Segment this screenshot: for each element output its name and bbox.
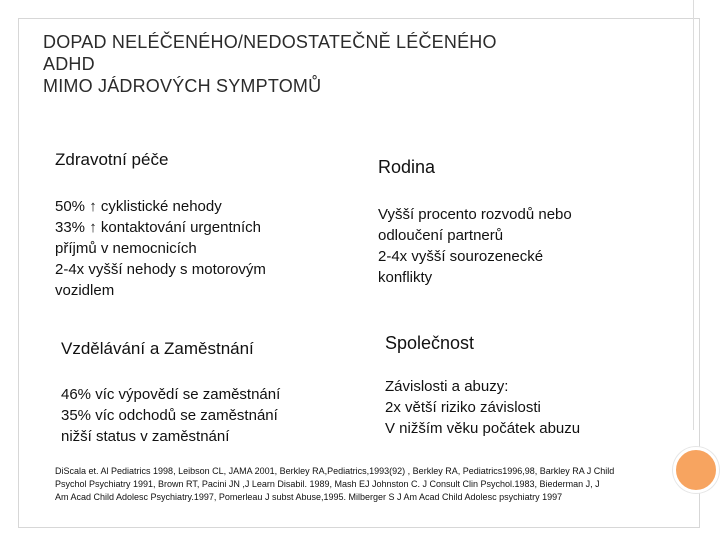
- society-line: Závislosti a abuzy:: [385, 378, 509, 395]
- family-line: konflikty: [378, 269, 433, 286]
- decorative-circle: [673, 447, 719, 493]
- education-line: 46% víc výpovědí se zaměstnání: [61, 386, 281, 403]
- education-line: 35% víc odchodů se zaměstnání: [61, 407, 278, 424]
- title-line: MIMO JÁDROVÝCH SYMPTOMŮ: [43, 76, 322, 96]
- title-line: DOPAD NELÉČENÉHO/NEDOSTATEČNĚ LÉČENÉHO: [43, 32, 497, 52]
- family-text: [378, 204, 572, 288]
- society-line: 2x větší riziko závislosti: [385, 399, 541, 416]
- society-line: V nižším věku počátek abuzu: [385, 420, 581, 437]
- society-heading: Společnost: [385, 333, 475, 353]
- slide-title: [43, 31, 643, 97]
- family-line: Vyšší procento rozvodů nebo: [378, 206, 572, 223]
- health-line: 50% ↑ cyklistické nehody: [55, 198, 222, 215]
- slide-divider-line: [693, 0, 694, 430]
- society-text: [385, 376, 580, 439]
- family-line: odloučení partnerů: [378, 227, 504, 244]
- health-line: 2-4x vyšší nehody s motorovým: [55, 261, 266, 278]
- education-heading: Vzdělávání a Zaměstnání: [61, 339, 254, 358]
- references-text: DiScala et. Al Pediatrics 1998, Leibson CL, JAMA 2001, Berkley RA,Pediatrics,1993(92) , Berkley RA, Pediatrics1996,98, Barkley RA J Child Psychol Psychiatry 1991, Brown RT, Pacini JN ,J Learn Disabil. 1989, Mash EJ Johnston C. J Consult Clin Psychol.1983, Biederman J, J Am Acad Child Adolesc Psychiatry.1997, Pomerleau J subst Abuse,1995. Milberger S J Am Acad Child Adolesc psychiatry 1997: [55, 466, 615, 502]
- title-line: ADHD: [43, 54, 95, 74]
- education-line: nižší status v zaměstnání: [61, 428, 230, 445]
- education-text: [61, 384, 280, 447]
- health-line: 33% ↑ kontaktování urgentních: [55, 219, 261, 236]
- health-heading: Zdravotní péče: [55, 150, 169, 169]
- health-text: [55, 196, 266, 301]
- health-line: vozidlem: [55, 282, 115, 299]
- family-heading: Rodina: [378, 157, 436, 177]
- family-line: 2-4x vyšší sourozenecké: [378, 248, 544, 265]
- health-line: příjmů v nemocnicích: [55, 240, 197, 257]
